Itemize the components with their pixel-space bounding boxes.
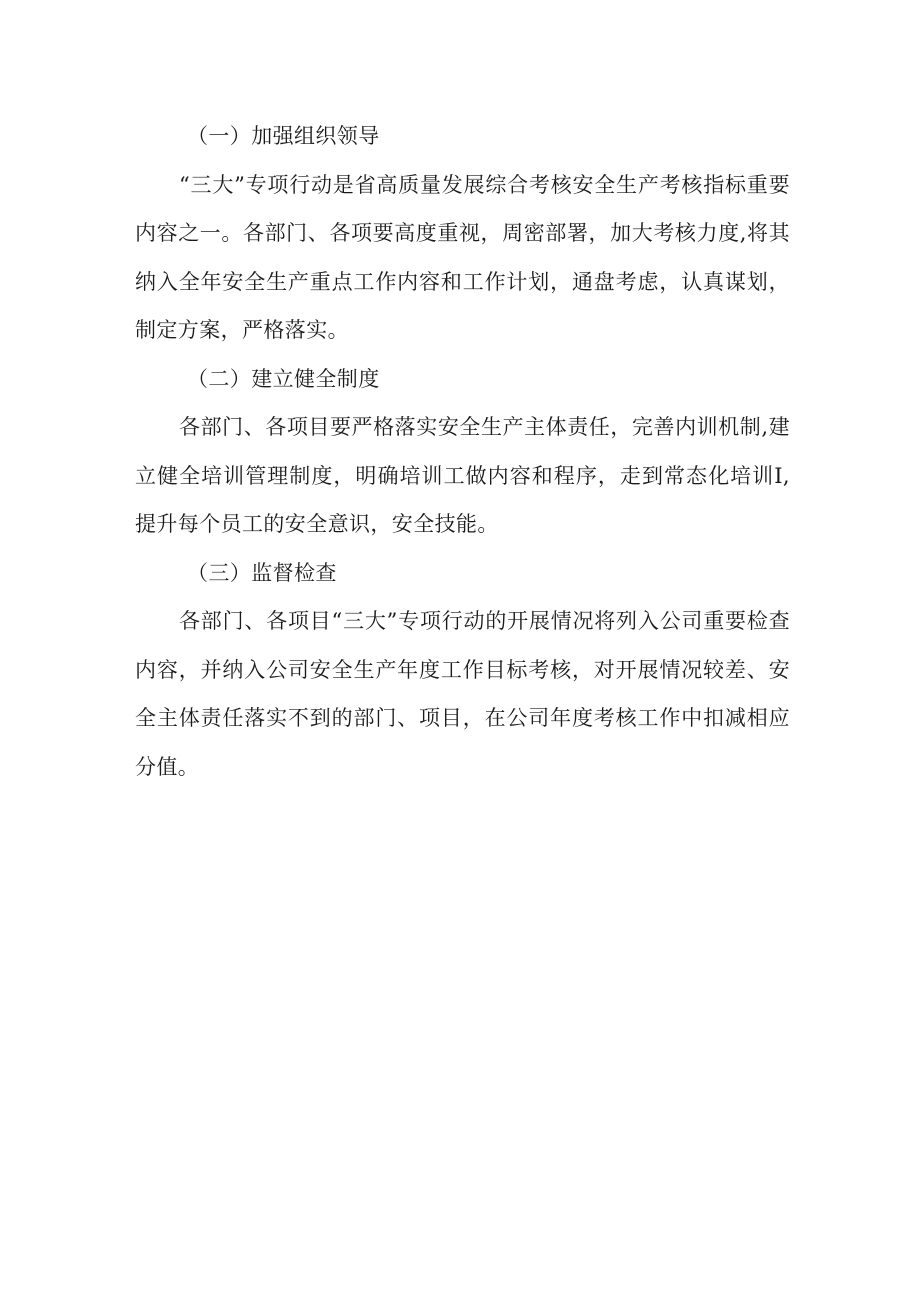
section-paragraph-2: 各部门、各项目要严格落实安全生产主体责任，完善内训机制,建立健全培训管理制度，明确培训工做内容和程序，走到常态化培训I,提升每个员工的安全意识，安全技能。	[135, 415, 790, 536]
section-heading-1: （一）加强组织领导	[187, 124, 380, 148]
section-heading-3: （三）监督检查	[187, 560, 337, 585]
document-body	[135, 112, 790, 791]
section-paragraph-3: 各部门、各项目“三大”专项行动的开展情况将列入公司重要检查内容，并纳入公司安全生产年度工作目标考核，对开展情况较差、安全主体责任落实不到的部门、项目，在公司年度考核工作中扣减相应分值。	[135, 609, 790, 779]
section-paragraph-1: “三大”专项行动是省高质量发展综合考核安全生产考核指标重要内容之一。各部门、各项要高度重视，周密部署，加大考核力度,将其纳入全年安全生产重点工作内容和工作计划，通盘考虑，认真谋划，制定方案，严格落实。	[135, 172, 790, 342]
section-heading-2: （二）建立健全制度	[187, 366, 380, 391]
